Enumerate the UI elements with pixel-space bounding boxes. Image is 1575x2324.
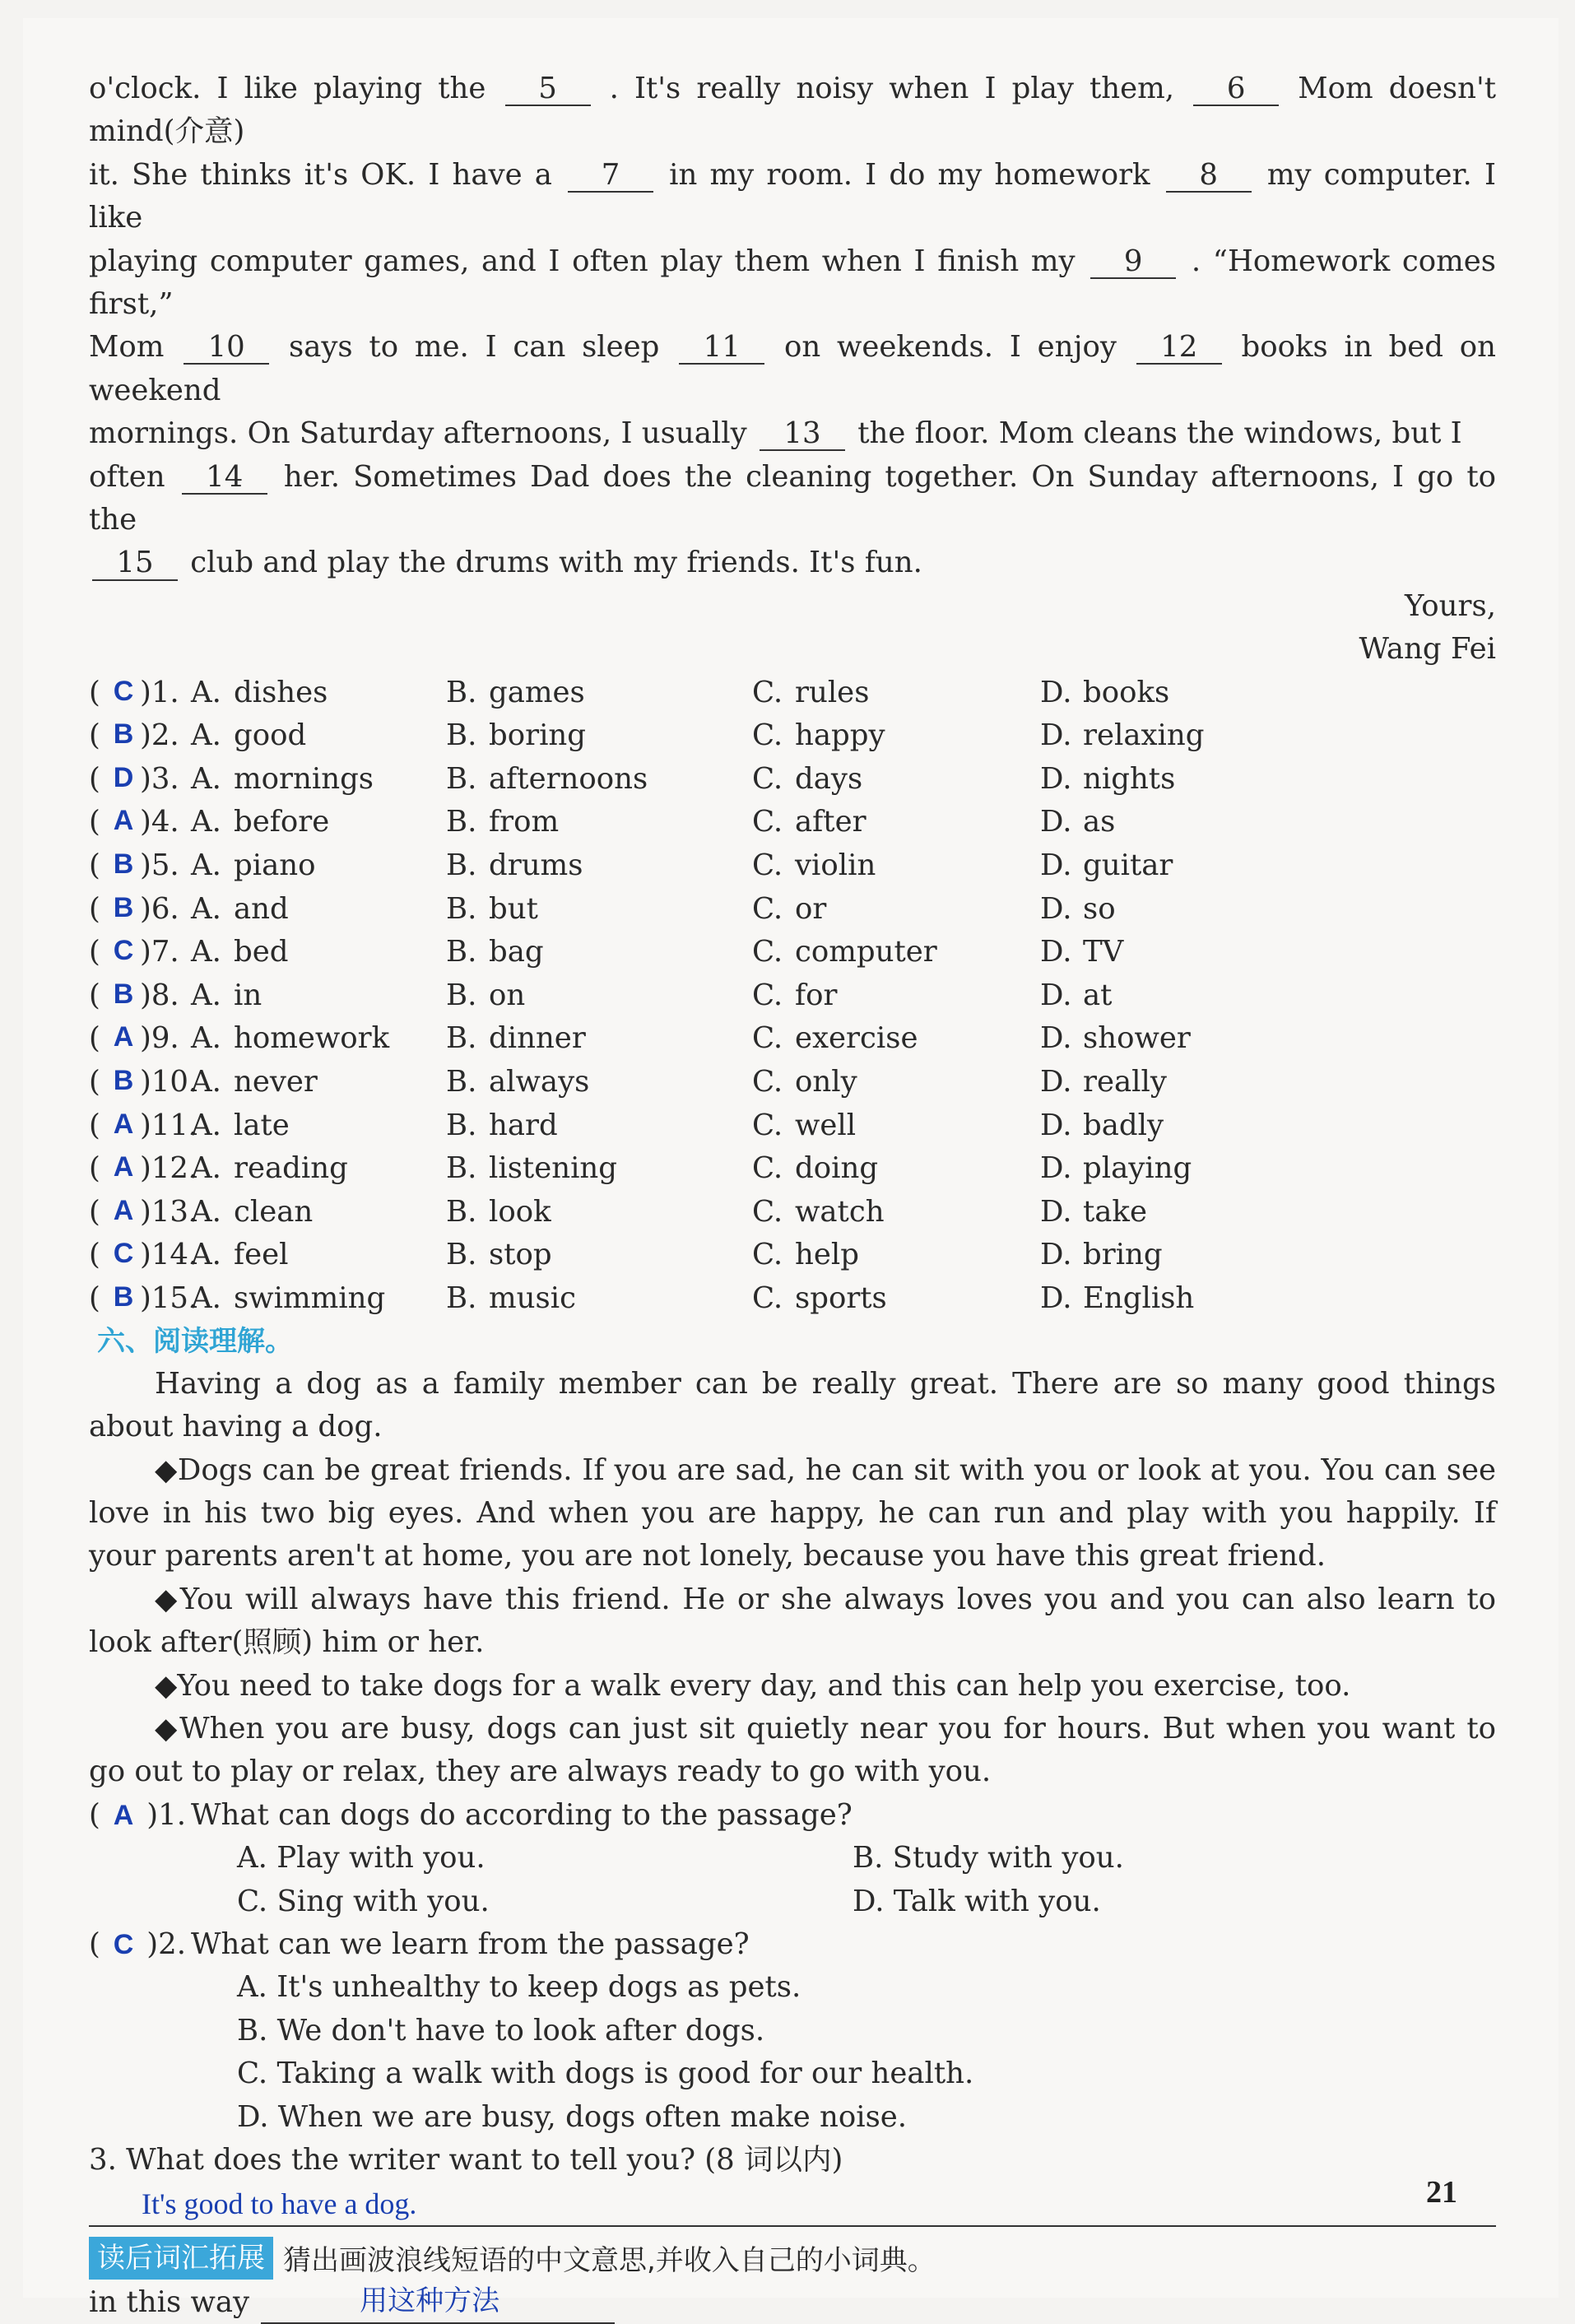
question-number: )9.: [140, 1021, 179, 1056]
option-a: A. reading: [191, 1151, 348, 1186]
option-c: C. watch: [752, 1194, 885, 1229]
reading-paragraph-3: ◆You need to take dogs for a walk every day, and this can help you exercise, too.: [155, 1668, 1351, 1703]
cloze-question-row: [89, 974, 1496, 1017]
answer-paren: ( A: [89, 805, 140, 839]
answer-paren: ( A: [89, 1109, 140, 1142]
option-c: C. computer: [752, 935, 937, 969]
option-b: B. dinner: [446, 1021, 586, 1056]
option-d: D. bring: [1040, 1238, 1163, 1272]
cloze-question-row: [89, 671, 1496, 714]
question-number: )3.: [140, 761, 179, 796]
passage-text: . It's really noisy when I play them,: [609, 72, 1175, 105]
vocab-tag: 读后词汇拓展: [89, 2237, 273, 2280]
option-b: B. music: [446, 1281, 576, 1315]
answer-paren: ( B: [89, 848, 140, 882]
option-b: B. boring: [446, 718, 587, 753]
cloze-question-row: [89, 801, 1496, 844]
option-b: B. listening: [446, 1151, 618, 1186]
passage-text: my computer. I like: [89, 157, 1496, 235]
option-d: D. relaxing: [1040, 718, 1205, 753]
workbook-page: [23, 18, 1559, 2319]
cloze-passage: [89, 67, 1496, 585]
option-d: D. playing: [1040, 1151, 1192, 1186]
option-a: A. late: [191, 1108, 290, 1142]
answer-paren: ( A: [89, 1021, 140, 1055]
choice-a: A. It's unhealthy to keep dogs as pets.: [237, 1970, 801, 2005]
answer-paren: ( B: [89, 1281, 140, 1315]
option-c: C. or: [752, 891, 827, 926]
passage-text: books in bed on weekend: [89, 330, 1496, 407]
passage-text: the floor. Mom cleans the windows, but I: [857, 416, 1462, 451]
option-b: B. from: [446, 805, 560, 839]
blank-7: 7: [568, 159, 653, 193]
answer-mark: A: [113, 805, 134, 837]
passage-line: [89, 412, 1496, 455]
option-b: B. look: [446, 1194, 551, 1229]
question-number: )1.: [140, 675, 179, 709]
choice-b: B. Study with you.: [853, 1841, 1124, 1875]
answer-mark: A: [113, 1194, 134, 1226]
reading-paragraph-1: ◆Dogs can be great friends. If you are sad, he can sit with you or look at you. You can see love in his two big eyes. And when you are happy, he can run and play with you happily. If your parents aren't at home, you are not lonely, because you have this great friend.: [89, 1452, 1496, 1573]
question-number: )4.: [140, 805, 179, 839]
section-title-reading: 六、阅读理解。: [97, 1324, 293, 1358]
answer-mark: A: [113, 1799, 134, 1831]
question-number: )5.: [140, 848, 179, 883]
option-c: C. well: [752, 1108, 857, 1142]
option-b: B. always: [446, 1065, 590, 1099]
cloze-question-row: [89, 1234, 1496, 1277]
choice-b: B. We don't have to look after dogs.: [237, 2013, 765, 2047]
question-text: What can we learn from the passage?: [191, 1927, 750, 1962]
option-a: A. swimming: [191, 1281, 386, 1315]
option-b: B. but: [446, 891, 538, 926]
passage-text: club and play the drums with my friends. It's fun.: [190, 546, 922, 580]
reading-intro: Having a dog as a family member can be really great. There are so many good things about having a dog.: [89, 1366, 1496, 1444]
reading-paragraph-2: ◆You will always have this friend. He or she always loves you and you can also learn to look after(照顾) him or her.: [89, 1582, 1496, 1660]
bullet-icon: ◆: [155, 1582, 180, 1616]
option-d: D. really: [1040, 1065, 1167, 1099]
option-a: A. and: [191, 891, 289, 926]
bullet-icon: ◆: [155, 1452, 178, 1487]
phrase-meaning: 用这种方法: [261, 2280, 615, 2324]
option-a: A. bed: [191, 935, 289, 969]
cloze-question-row: [89, 930, 1496, 974]
option-b: B. afternoons: [446, 761, 648, 796]
cloze-question-row: [89, 1104, 1496, 1147]
answer-paren: ( D: [89, 762, 140, 796]
option-d: D. at: [1040, 978, 1113, 1012]
passage-line: [89, 456, 1496, 542]
answer-mark: A: [113, 1108, 134, 1140]
passage-text: her. Sometimes Dad does the cleaning together. On Sunday afternoons, I go to the: [89, 459, 1496, 537]
letter-signature: Wang Fei: [1359, 631, 1496, 666]
choice-c: C. Taking a walk with dogs is good for our health.: [237, 2057, 974, 2091]
answer-paren: ( B: [89, 892, 140, 926]
reading-paragraph-4: ◆When you are busy, dogs can just sit quietly near you for hours. But when you want to go out to play or relax, they are always ready to go with you.: [89, 1712, 1496, 1789]
option-c: C. help: [752, 1238, 859, 1272]
question-number: )12.: [140, 1151, 198, 1186]
option-d: D. shower: [1040, 1021, 1191, 1056]
option-d: D. guitar: [1040, 848, 1173, 883]
question-number: )7.: [140, 935, 179, 969]
cloze-question-row: [89, 1060, 1496, 1104]
vocab-extension: [89, 2237, 1496, 2280]
cloze-questions: [89, 671, 1496, 1320]
option-d: D. take: [1040, 1194, 1147, 1229]
option-c: C. after: [752, 805, 866, 839]
option-c: C. exercise: [752, 1021, 918, 1056]
passage-text: . “Homework comes first,”: [89, 244, 1496, 322]
option-d: D. badly: [1040, 1108, 1164, 1142]
choice-d: D. Talk with you.: [853, 1884, 1101, 1918]
option-d: D. books: [1040, 675, 1170, 709]
option-c: C. only: [752, 1065, 857, 1099]
cloze-question-row: [89, 1276, 1496, 1320]
answer-mark: A: [113, 1021, 134, 1053]
option-c: C. violin: [752, 848, 876, 883]
cloze-question-row: [89, 1017, 1496, 1061]
option-a: A. in: [191, 978, 262, 1012]
answer-line: It's good to have a dog.: [89, 2182, 1496, 2227]
answer-mark: B: [113, 848, 134, 881]
question-number: )8.: [140, 978, 179, 1012]
cloze-question-row: [89, 887, 1496, 931]
answer-mark: B: [113, 978, 134, 1010]
answer-mark: C: [113, 675, 134, 707]
option-c: C. days: [752, 761, 863, 796]
option-c: C. happy: [752, 718, 885, 753]
question-number: )15.: [140, 1281, 198, 1315]
option-c: C. sports: [752, 1281, 887, 1315]
vocab-instruction: 猜出画波浪线短语的中文意思,并收入自己的小词典。: [283, 2244, 936, 2277]
question-number: )13.: [140, 1194, 198, 1229]
answer-mark: C: [113, 935, 134, 967]
blank-12: 12: [1136, 331, 1222, 365]
option-c: C. rules: [752, 675, 870, 709]
option-a: A. feel: [191, 1238, 289, 1272]
option-c: C. doing: [752, 1151, 879, 1186]
blank-8: 8: [1166, 159, 1252, 193]
answer-paren: ( C: [89, 1238, 140, 1271]
letter-closing: Yours,: [1404, 588, 1496, 623]
answer-paren: ( A: [89, 1151, 140, 1185]
passage-line: [89, 67, 1496, 154]
option-d: D. English: [1040, 1281, 1195, 1315]
blank-10: 10: [184, 331, 269, 365]
answer-paren: ( C: [89, 935, 140, 969]
answer-paren: ( B: [89, 1065, 140, 1099]
option-b: B. stop: [446, 1238, 552, 1272]
passage-line: [89, 154, 1496, 240]
option-a: A. before: [191, 805, 330, 839]
option-d: D. as: [1040, 805, 1116, 839]
cloze-question-row: [89, 1146, 1496, 1190]
answer-mark: D: [113, 761, 134, 793]
answer-paren: ( C: [89, 676, 140, 709]
option-d: D. TV: [1040, 935, 1124, 969]
passage-text: o'clock. I like playing the: [89, 72, 486, 105]
passage-text: Mom: [89, 330, 165, 365]
option-a: A. piano: [191, 848, 316, 883]
question-number: )11.: [140, 1108, 198, 1142]
answer-mark: B: [113, 718, 134, 751]
reading-question-1: ( A )1. What can dogs do according to the passage? A. Play with you. B. Study with you. C. Sing with you. D. Talk with you.: [89, 1794, 1496, 1923]
option-d: D. nights: [1040, 761, 1176, 796]
answer-mark: C: [113, 1929, 134, 1961]
option-a: A. clean: [191, 1194, 314, 1229]
phrase-row: [89, 2280, 1496, 2324]
blank-9: 9: [1090, 245, 1176, 279]
reading-question-2: ( C )2. What can we learn from the passage? A. It's unhealthy to keep dogs as pets. B. We don't have to look after dogs. C. Taking a walk with dogs is good for our health. D. When we are busy, dogs often make noise.: [89, 1923, 1496, 2139]
question-number: )6.: [140, 891, 179, 926]
passage-text: often: [89, 459, 165, 494]
option-b: B. games: [446, 675, 585, 709]
answer-mark: B: [113, 891, 134, 923]
option-a: A. good: [191, 718, 307, 753]
answer-paren: ( B: [89, 718, 140, 752]
passage-line: [89, 326, 1496, 412]
blank-11: 11: [679, 331, 764, 365]
answer-paren: ( B: [89, 978, 140, 1012]
passage-line: [89, 541, 1496, 584]
option-d: D. so: [1040, 891, 1116, 926]
passage-text: it. She thinks it's OK. I have a: [89, 157, 552, 192]
passage-text: Mom doesn't mind(介意): [89, 72, 1496, 149]
option-a: A. never: [191, 1065, 318, 1099]
passage-text: mornings. On Saturday afternoons, I usually: [89, 416, 747, 451]
cloze-question-row: [89, 844, 1496, 887]
answer-mark: B: [113, 1065, 134, 1097]
option-b: B. drums: [446, 848, 583, 883]
page-number: 21: [1426, 2175, 1457, 2210]
answer-mark: B: [113, 1281, 134, 1313]
blank-5: 5: [505, 72, 591, 106]
cloze-question-row: [89, 713, 1496, 757]
choice-a: A. Play with you.: [237, 1841, 486, 1875]
option-a: A. mornings: [191, 761, 374, 796]
blank-15: 15: [92, 546, 178, 580]
option-a: A. dishes: [191, 675, 328, 709]
cloze-question-row: [89, 1190, 1496, 1234]
answer-paren: ( A: [89, 1195, 140, 1229]
passage-text: on weekends. I enjoy: [784, 330, 1117, 365]
bullet-icon: ◆: [155, 1712, 180, 1746]
question-number: )10.: [140, 1065, 198, 1099]
answer-mark: C: [113, 1238, 134, 1270]
passage-line: [89, 240, 1496, 327]
blank-13: 13: [760, 417, 845, 451]
question-number: )14.: [140, 1238, 198, 1272]
passage-text: says to me. I can sleep: [288, 330, 660, 365]
option-a: A. homework: [191, 1021, 390, 1056]
question-text: 3. What does the writer want to tell you? (8 词以内): [89, 2143, 843, 2178]
question-text: What can dogs do according to the passage?: [191, 1797, 853, 1832]
option-b: B. hard: [446, 1108, 558, 1142]
page-content: [89, 67, 1496, 2324]
option-b: B. bag: [446, 935, 544, 969]
bullet-icon: ◆: [155, 1668, 178, 1703]
choice-c: C. Sing with you.: [237, 1884, 490, 1918]
option-c: C. for: [752, 978, 838, 1012]
passage-text: in my room. I do my homework: [669, 157, 1150, 192]
reading-question-3: [89, 2139, 1496, 2226]
choice-d: D. When we are busy, dogs often make noise.: [237, 2099, 908, 2134]
blank-14: 14: [182, 461, 267, 495]
cloze-question-row: [89, 757, 1496, 801]
question-number: )2.: [140, 718, 179, 753]
blank-6: 6: [1193, 72, 1279, 106]
passage-text: playing computer games, and I often play them when I finish my: [89, 244, 1076, 278]
answer-mark: A: [113, 1151, 134, 1183]
option-b: B. on: [446, 978, 526, 1012]
phrase: in this way: [89, 2284, 250, 2319]
